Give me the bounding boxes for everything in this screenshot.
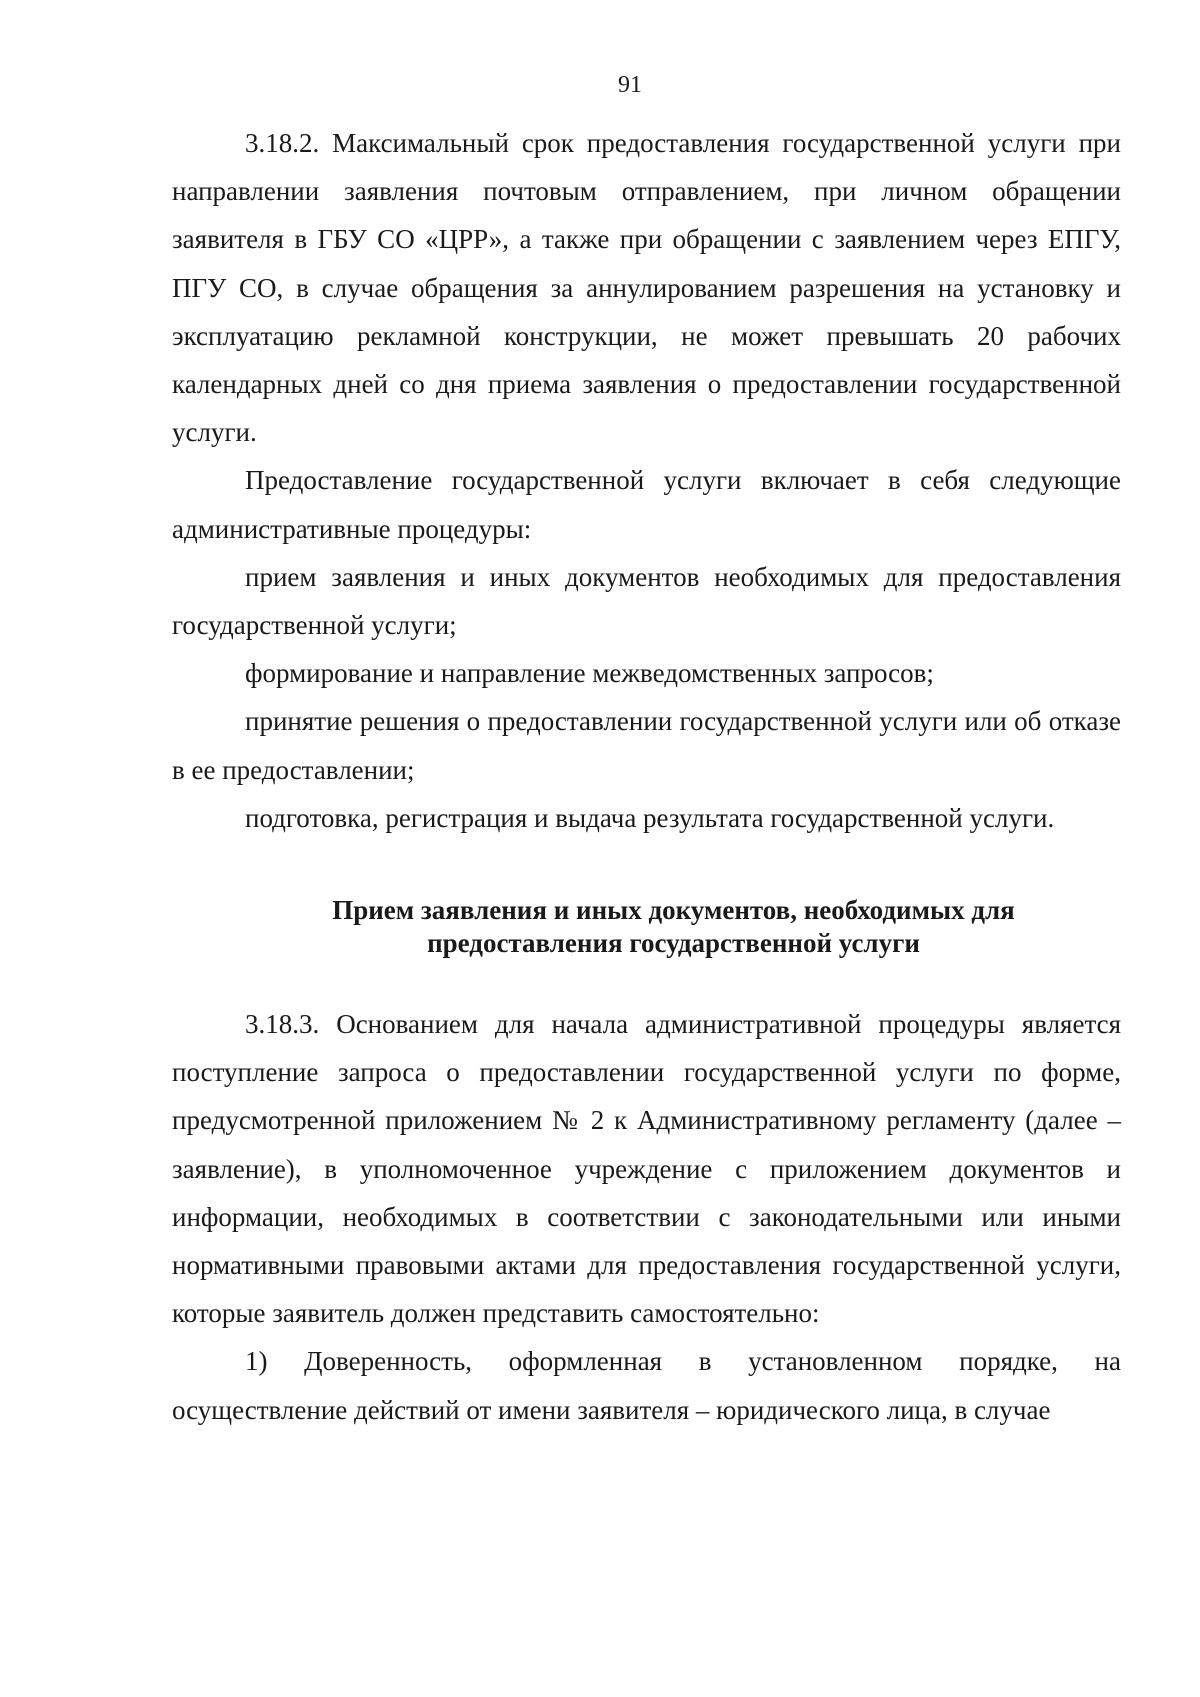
procedure-item-decision: принятие решения о предоставлении государственной услуги или об отказе в ее предоставлении; [172,706,1121,785]
procedure-item-requests: формирование и направление межведомственных запросов; [245,658,934,689]
section-heading-line-1: Прием заявления и иных документов, необходимых для [332,895,1015,926]
paragraph-3-18-2: 3.18.2. Максимальный срок предоставления государственной услуги при направлении заявления почтовым отправлением, при личном обращении заявителя в ГБУ СО «ЦРР», а также при обращении с заявлением через ЕПГУ, ПГУ СО, в случае обращения за аннулированием разрешения на установку и эксплуатацию рекламной конструкции, не может превышать 20 рабочих календарных дней со дня приема заявления о предоставлении государственной услуги. [172,128,1121,448]
procedure-item-reception: прием заявления и иных документов необходимых для предоставления государственной услуги; [172,561,1121,641]
document-body [172,119,1121,1434]
section-heading [172,894,1121,960]
procedure-item-result: подготовка, регистрация и выдача результата государственной услуги. [245,802,1055,833]
paragraph-procedures-intro: Предоставление государственной услуги включает в себя следующие административные процедуры: [172,465,1121,544]
page-number: 91 [618,72,642,98]
section-heading-line-2: предоставления государственной услуги [427,928,920,959]
paragraph-3-18-3: 3.18.3. Основанием для начала административной процедуры является поступление запроса о предоставлении государственной услуги по форме, предусмотренной приложением № 2 к Административному регламенту (далее – заявление), в уполномоченное учреждение с приложением документов и информации, необходимых в соответствии с законодательными или иными нормативными правовыми актами для предоставления государственной услуги, которые заявитель должен представить самостоятельно: [172,1009,1121,1329]
list-item-1-power-of-attorney: 1) Доверенность, оформленная в установленном порядке, на осуществление действий от имени заявителя – юридического лица, в случае [172,1346,1121,1425]
